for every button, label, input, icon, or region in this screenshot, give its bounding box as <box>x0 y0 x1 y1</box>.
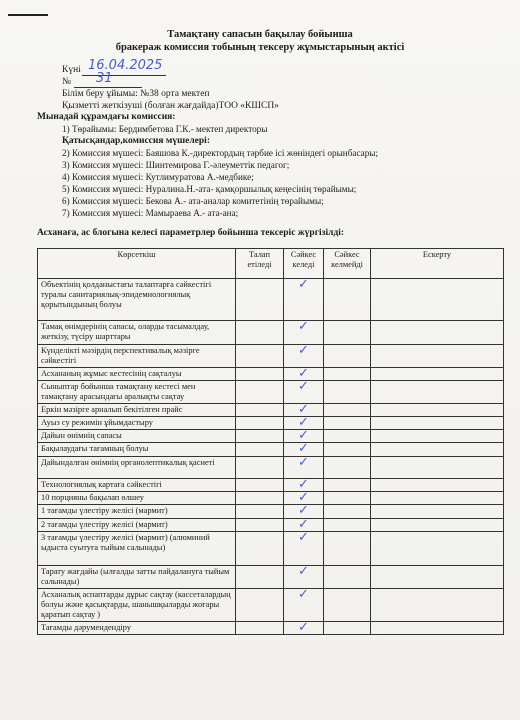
cell-indicator: Тарату жағдайы (ылғалды затты пайдалануға тыйым салынады) <box>38 566 236 589</box>
inspection-intro: Асханаға, ас блогына келесі параметрлер бойынша тексеріс жүргізілді: <box>37 228 345 238</box>
cell-indicator: Күнделікті мәзірдің перспективалық мәзірге сәйкестігі <box>38 345 236 368</box>
check-mark: ✓ <box>298 564 309 579</box>
cell-indicator: Сыныптар бойынша тамақтану кестесі мен тамақтану арасындағы аралықты сақтау <box>38 381 236 404</box>
cell-required <box>236 589 284 622</box>
check-mark: ✓ <box>298 366 309 381</box>
cell-indicator: Асхананың жұмыс кестесінің сақталуы <box>38 368 236 381</box>
check-mark: ✓ <box>298 530 309 545</box>
cell-note <box>371 321 504 345</box>
cell-noncompliant <box>324 519 371 532</box>
cell-required <box>236 443 284 457</box>
cell-noncompliant <box>324 532 371 566</box>
cell-noncompliant <box>324 443 371 457</box>
check-mark: ✓ <box>298 379 309 394</box>
cell-note <box>371 589 504 622</box>
cell-indicator: Асханалық аспаптарды дұрыс сақтау (кассеталардың болуы және қасықтарды, шанышқыларды жоғары қаратып сақтау ) <box>38 589 236 622</box>
check-mark: ✓ <box>298 503 309 518</box>
cell-required <box>236 345 284 368</box>
cell-note <box>371 279 504 321</box>
check-mark: ✓ <box>298 402 309 417</box>
table-row <box>38 321 504 345</box>
cell-noncompliant <box>324 430 371 443</box>
table-row <box>38 622 504 635</box>
commission-member: 4) Комиссия мүшесі: Кутлимуратова А.-медбике; <box>62 172 254 182</box>
cell-note <box>371 345 504 368</box>
check-mark: ✓ <box>298 620 309 635</box>
check-mark: ✓ <box>298 455 309 470</box>
table-header-row <box>38 249 504 279</box>
cell-compliant <box>284 457 324 479</box>
table-row <box>38 532 504 566</box>
cell-compliant <box>284 589 324 622</box>
cell-required <box>236 519 284 532</box>
cell-compliant <box>284 622 324 635</box>
table-row <box>38 479 504 492</box>
cell-required <box>236 381 284 404</box>
header-noncompliant: Сәйкес келмейді <box>324 249 371 279</box>
cell-noncompliant <box>324 345 371 368</box>
table-row <box>38 589 504 622</box>
cell-required <box>236 532 284 566</box>
cell-note <box>371 479 504 492</box>
inspection-table <box>37 248 504 635</box>
date-underline <box>82 75 166 76</box>
cell-required <box>236 622 284 635</box>
commission-chair: 1) Төрайымы: Бердимбетова Г.К.- мектеп директоры <box>62 124 268 134</box>
check-mark: ✓ <box>298 490 309 505</box>
cell-indicator: Дайындалған өнімнің органолептикалық қасиеті <box>38 457 236 479</box>
cell-noncompliant <box>324 479 371 492</box>
cell-indicator: Технологиялық картаға сәйкестігі <box>38 479 236 492</box>
table-row <box>38 505 504 519</box>
cell-indicator: Бақылаудағы тағамның болуы <box>38 443 236 457</box>
check-mark: ✓ <box>298 517 309 532</box>
cell-noncompliant <box>324 566 371 589</box>
cell-noncompliant <box>324 368 371 381</box>
corner-mark <box>8 14 48 16</box>
cell-indicator: Дайын өнімнің сапасы <box>38 430 236 443</box>
table-row <box>38 417 504 430</box>
table-row <box>38 381 504 404</box>
cell-compliant <box>284 381 324 404</box>
cell-compliant <box>284 566 324 589</box>
cell-noncompliant <box>324 404 371 417</box>
cell-note <box>371 417 504 430</box>
cell-required <box>236 479 284 492</box>
cell-note <box>371 404 504 417</box>
header-compliant: Сәйкес келеді <box>284 249 324 279</box>
cell-required <box>236 457 284 479</box>
cell-note <box>371 532 504 566</box>
document-title <box>0 28 520 54</box>
commission-member: 3) Комиссия мүшесі: Шинтемирова Г.-әлеуметтік педагог; <box>62 160 290 170</box>
header-indicator: Көрсеткіш <box>38 249 236 279</box>
check-mark: ✓ <box>298 428 309 443</box>
header-required: Талап етіледі <box>236 249 284 279</box>
table-row <box>38 566 504 589</box>
title-line-2: бракераж комиссия тобының тексеру жұмыстарының актісі <box>115 42 405 53</box>
cell-noncompliant <box>324 381 371 404</box>
institution-line: Білім беру ұйымы: №38 орта мектеп <box>62 89 210 99</box>
date-value: 16.04.2025 <box>88 58 163 73</box>
cell-required <box>236 321 284 345</box>
cell-compliant <box>284 532 324 566</box>
cell-required <box>236 566 284 589</box>
check-mark: ✓ <box>298 319 309 334</box>
title-line-1: Тамақтану сапасын бақылау бойынша <box>167 29 353 40</box>
cell-noncompliant <box>324 505 371 519</box>
cell-required <box>236 505 284 519</box>
check-mark: ✓ <box>298 343 309 358</box>
provider-line: Қызметті жеткізуші (болған жағдайда)ТОО «КШСП» <box>62 101 279 111</box>
commission-member: 6) Комиссия мүшесі: Бекова А.- ата-аналар комитетінің төрайымы; <box>62 196 324 206</box>
cell-note <box>371 566 504 589</box>
cell-indicator: Объектінің қолданыстағы талаптарға сәйкестігі туралы санитариялық-эпидемиологиялық қорытындының болуы <box>38 279 236 321</box>
table-row <box>38 345 504 368</box>
cell-note <box>371 622 504 635</box>
header-note: Ескерту <box>371 249 504 279</box>
table-row <box>38 492 504 505</box>
cell-required <box>236 430 284 443</box>
cell-note <box>371 519 504 532</box>
cell-compliant <box>284 279 324 321</box>
cell-note <box>371 368 504 381</box>
cell-required <box>236 404 284 417</box>
cell-required <box>236 492 284 505</box>
cell-noncompliant <box>324 457 371 479</box>
cell-noncompliant <box>324 279 371 321</box>
check-mark: ✓ <box>298 277 309 292</box>
table-row <box>38 279 504 321</box>
commission-member: 7) Комиссия мүшесі: Мамыраева А.- ата-ана; <box>62 208 239 218</box>
cell-noncompliant <box>324 622 371 635</box>
cell-indicator: Тағамды дәрумендендіру <box>38 622 236 635</box>
table-row <box>38 368 504 381</box>
table-row <box>38 443 504 457</box>
table-row <box>38 430 504 443</box>
participants-heading: Қатысқандар,комиссия мүшелері: <box>62 136 210 146</box>
cell-noncompliant <box>324 417 371 430</box>
cell-note <box>371 443 504 457</box>
check-mark: ✓ <box>298 415 309 430</box>
check-mark: ✓ <box>298 587 309 602</box>
cell-noncompliant <box>324 321 371 345</box>
cell-note <box>371 430 504 443</box>
cell-indicator: 3 тағамды үлестіру желісі (мармит) (алюминий ыдыста суытуға тыйым салынады) <box>38 532 236 566</box>
date-label: Күні <box>62 65 81 75</box>
cell-indicator: Ауыз су режимін ұйымдастыру <box>38 417 236 430</box>
cell-indicator: 10 порцияны бақылап өлшеу <box>38 492 236 505</box>
cell-indicator: 2 тағамды үлестіру желісі (мармит) <box>38 519 236 532</box>
cell-note <box>371 457 504 479</box>
cell-compliant <box>284 321 324 345</box>
cell-required <box>236 279 284 321</box>
cell-note <box>371 492 504 505</box>
table-row <box>38 404 504 417</box>
commission-member: 2) Комиссия мүшесі: Баяшова К.-директордың тәрбие ісі жөніндегі орынбасары; <box>62 148 379 158</box>
cell-indicator: Еркін мәзірге арналып бекітілген прайс <box>38 404 236 417</box>
cell-required <box>236 417 284 430</box>
cell-note <box>371 505 504 519</box>
commission-heading: Мынадай құрамдағы комиссия: <box>37 112 176 122</box>
cell-compliant <box>284 345 324 368</box>
table-row <box>38 519 504 532</box>
commission-member: 5) Комиссия мүшесі: Нуралина.Н.-ата- қамқоршылық кеңесінің төрайымы; <box>62 184 357 194</box>
table-row <box>38 457 504 479</box>
cell-required <box>236 368 284 381</box>
cell-indicator: 1 тағамды үлестіру желісі (мармит) <box>38 505 236 519</box>
check-mark: ✓ <box>298 477 309 492</box>
number-value: 31 <box>96 71 113 86</box>
cell-note <box>371 381 504 404</box>
cell-noncompliant <box>324 589 371 622</box>
cell-indicator: Тамақ өнімдерінің сапасы, оларды тасымалдау, жеткізу, түсіру шарттары <box>38 321 236 345</box>
number-label: № <box>62 77 72 87</box>
cell-noncompliant <box>324 492 371 505</box>
check-mark: ✓ <box>298 441 309 456</box>
